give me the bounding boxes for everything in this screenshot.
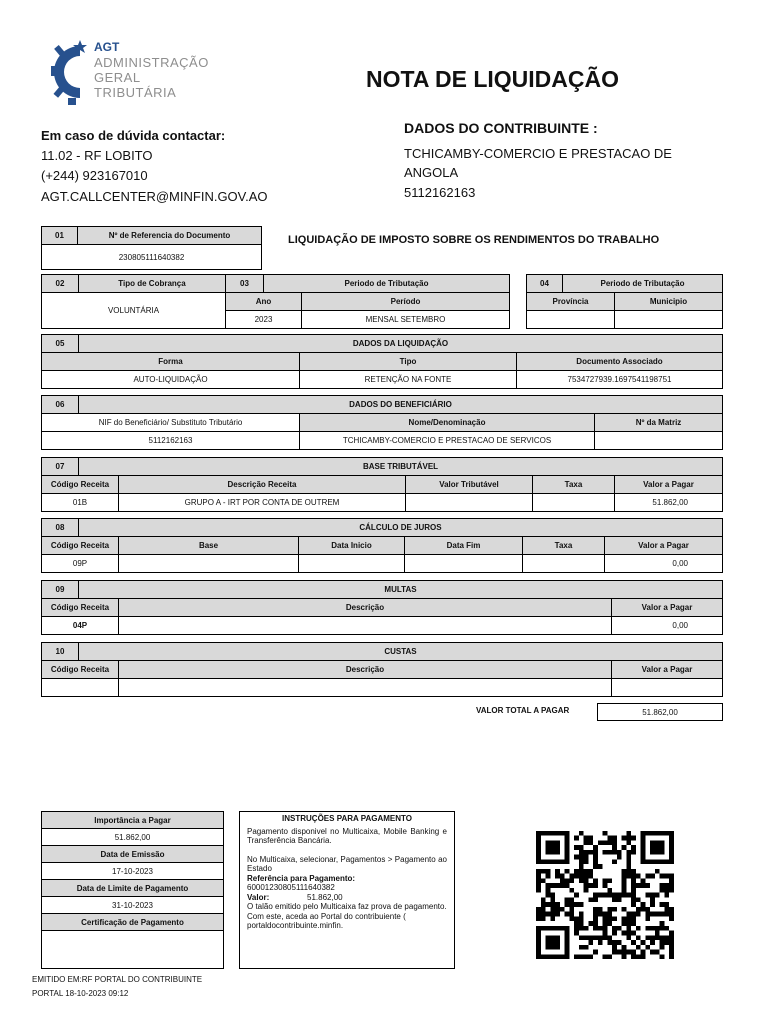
contact-phone: (+244) 923167010	[41, 168, 148, 183]
nome-beneficiario-value: TCHICAMBY-COMERCIO E PRESTACAO DE SERVICOS	[300, 432, 595, 450]
section-01-num: 01	[42, 227, 78, 245]
section-10-num: 10	[42, 643, 79, 661]
s07-col-valor-tributavel: Valor Tributável	[406, 476, 533, 494]
s08-data-inicio	[299, 555, 405, 573]
s07-descricao: GRUPO A - IRT POR CONTA DE OUTREM	[119, 494, 406, 512]
s10-col-descricao: Descrição	[119, 661, 612, 679]
agt-gear-logo-icon	[50, 36, 94, 108]
s09-col-codigo: Código Receita	[42, 599, 119, 617]
section-01-label: Nº de Referencia do Documento	[78, 227, 262, 245]
emitted-line2: PORTAL 18-10-2023 09:12	[32, 989, 129, 998]
section-08-label: CÁLCULO DE JUROS	[79, 519, 723, 537]
s08-data-fim	[405, 555, 523, 573]
contact-office: 11.02 - RF LOBITO	[41, 148, 153, 163]
valor-label: Valor:	[247, 892, 270, 902]
limite-label: Data de Limite de Pagamento	[42, 880, 224, 897]
page-title: NOTA DE LIQUIDAÇÃO	[366, 66, 619, 92]
section-10-label: CUSTAS	[79, 643, 723, 661]
section-01-table	[41, 226, 262, 270]
contact-heading: Em caso de dúvida contactar:	[41, 128, 226, 143]
section-03-num: 03	[226, 275, 264, 293]
section-02-num: 02	[42, 275, 79, 293]
taxpayer-name: TCHICAMBY-COMERCIO E PRESTACAO DE ANGOLA	[404, 146, 672, 180]
numero-matriz-value	[595, 432, 723, 450]
s09-col-descricao: Descrição	[119, 599, 612, 617]
s08-codigo: 09P	[42, 555, 119, 573]
s08-col-base: Base	[119, 537, 299, 555]
section-06-num: 06	[42, 396, 79, 414]
certificacao-value	[42, 931, 224, 969]
col-provincia: Província	[527, 293, 615, 311]
s08-col-taxa: Taxa	[523, 537, 605, 555]
tipo-value: RETENÇÃO NA FONTE	[300, 371, 517, 389]
col-periodo: Período	[302, 293, 510, 311]
s07-taxa	[533, 494, 615, 512]
logo-abbr: AGT	[94, 40, 120, 54]
s10-col-valor-pagar: Valor a Pagar	[612, 661, 723, 679]
s07-valor-tributavel	[406, 494, 533, 512]
section-02-03-table	[41, 274, 510, 329]
instructions-heading: INSTRUÇÕES PARA PAGAMENTO	[282, 814, 412, 823]
col-forma: Forma	[42, 353, 300, 371]
ano-value: 2023	[226, 311, 302, 329]
col-tipo: Tipo	[300, 353, 517, 371]
payment-instructions	[239, 811, 455, 969]
reference-value: 600012308051116403​82	[247, 883, 335, 892]
table-row	[42, 555, 723, 573]
municipio-value	[615, 311, 723, 329]
s09-col-valor-pagar: Valor a Pagar	[612, 599, 723, 617]
qr-code-icon	[536, 830, 674, 960]
table-row	[42, 617, 723, 635]
col-ano: Ano	[226, 293, 302, 311]
section-09-table	[41, 580, 723, 635]
total-box	[597, 703, 723, 721]
valor-value: 51.862,00	[307, 892, 343, 902]
contact-email: AGT.CALLCENTER@MINFIN.GOV.AO	[41, 189, 268, 204]
logo-line3: TRIBUTÁRIA	[94, 85, 177, 100]
table-row	[42, 679, 723, 697]
section-07-table	[41, 457, 723, 512]
logo-line2: GERAL	[94, 70, 141, 85]
instructions-p1: Pagamento disponivel no Multicaixa, Mobile Banking e Transferência Bancária.	[247, 826, 447, 845]
emitted-line1: EMITIDO EM:RF PORTAL DO CONTRIBUINTE	[32, 975, 203, 984]
section-03-label: Periodo de Tributação	[264, 275, 510, 293]
s09-codigo: 04P	[42, 617, 119, 635]
s07-col-valor-pagar: Valor a Pagar	[615, 476, 723, 494]
table-row	[42, 494, 723, 512]
section-06-table	[41, 395, 723, 450]
s08-col-valor-pagar: Valor a Pagar	[605, 537, 723, 555]
section-05-num: 05	[42, 335, 79, 353]
col-numero-matriz: Nº da Matriz	[595, 414, 723, 432]
section-08-num: 08	[42, 519, 79, 537]
periodo-value: MENSAL SETEMBRO	[302, 311, 510, 329]
logo-line1: ADMINISTRAÇÃO	[94, 55, 209, 70]
instructions-p2: No Multicaixa, selecionar, Pagamentos > Pagamento ao Estado	[247, 854, 447, 873]
section-07-label: BASE TRIBUTÁVEL	[79, 458, 723, 476]
tipo-cobranca-value: VOLUNTÁRIA	[42, 293, 226, 329]
section-09-num: 09	[42, 581, 79, 599]
s10-codigo	[42, 679, 119, 697]
section-09-label: MULTAS	[79, 581, 723, 599]
col-nome-denominacao: Nome/Denominação	[300, 414, 595, 432]
s09-descricao	[119, 617, 612, 635]
certificacao-label: Certificação de Pagamento	[42, 914, 224, 931]
section-04-num: 04	[527, 275, 563, 293]
importancia-value: 51.862,00	[42, 829, 224, 846]
importancia-label: Importância a Pagar	[42, 812, 224, 829]
section-05-table	[41, 334, 723, 389]
section-08-table	[41, 518, 723, 573]
limite-value: 31-10-2023	[42, 897, 224, 914]
s10-valor-pagar	[612, 679, 723, 697]
document-title: LIQUIDAÇÃO DE IMPOSTO SOBRE OS RENDIMENTOS DO TRABALHO	[288, 234, 660, 246]
s10-col-codigo: Código Receita	[42, 661, 119, 679]
s07-valor-pagar: 51.862,00	[615, 494, 723, 512]
s07-col-descricao: Descrição Receita	[119, 476, 406, 494]
section-02-label: Tipo de Cobrança	[79, 275, 226, 293]
s07-codigo: 01B	[42, 494, 119, 512]
s07-col-taxa: Taxa	[533, 476, 615, 494]
s08-col-data-fim: Data Fim	[405, 537, 523, 555]
emissao-value: 17-10-2023	[42, 863, 224, 880]
s08-base	[119, 555, 299, 573]
s08-col-data-inicio: Data Inicio	[299, 537, 405, 555]
section-04-label: Periodo de Tributação	[563, 275, 723, 293]
col-municipio: Municipio	[615, 293, 723, 311]
col-documento-associado: Documento Associado	[517, 353, 723, 371]
taxpayer-heading: DADOS DO CONTRIBUINTE :	[404, 120, 598, 136]
section-07-num: 07	[42, 458, 79, 476]
s07-col-codigo: Código Receita	[42, 476, 119, 494]
section-04-table	[526, 274, 723, 329]
s10-descricao	[119, 679, 612, 697]
documento-associado-value: 7534727939.1697541198751	[517, 371, 723, 389]
reference-label: Referência para Pagamento:	[247, 873, 356, 883]
s08-valor-pagar: 0,00	[605, 555, 723, 573]
s08-col-codigo: Código Receita	[42, 537, 119, 555]
taxpayer-nif: 5112162163	[404, 185, 476, 200]
agt-logo	[50, 36, 220, 108]
document-reference: 230805111640382	[42, 245, 262, 270]
section-06-label: DADOS DO BENEFICIÁRIO	[79, 396, 723, 414]
col-nif-beneficiario: NIF do Beneficiário/ Substituto Tributário	[42, 414, 300, 432]
section-10-table	[41, 642, 723, 697]
forma-value: AUTO-LIQUIDAÇÃO	[42, 371, 300, 389]
s08-taxa	[523, 555, 605, 573]
payment-summary-table	[41, 811, 224, 969]
total-value: 51.862,00	[598, 704, 723, 721]
emissao-label: Data de Emissão	[42, 846, 224, 863]
nif-beneficiario-value: 5112162163	[42, 432, 300, 450]
section-05-label: DADOS DA LIQUIDAÇÃO	[79, 335, 723, 353]
total-label: VALOR TOTAL A PAGAR	[476, 706, 570, 715]
s09-valor-pagar: 0,00	[612, 617, 723, 635]
instructions-p3: O talão emitido pelo Multicaixa faz prova de pagamento. Com este, aceda ao Portal do contribuiente ( portaldocontribuinte.minfin.	[247, 902, 447, 930]
provincia-value	[527, 311, 615, 329]
